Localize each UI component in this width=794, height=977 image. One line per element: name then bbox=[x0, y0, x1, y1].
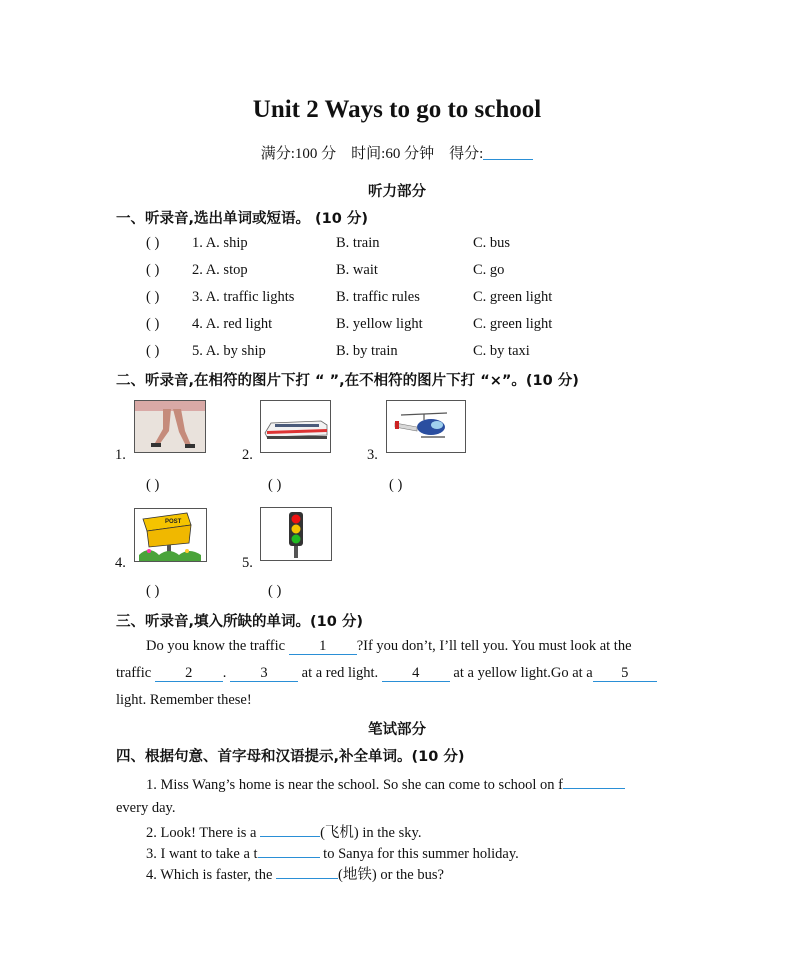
answer-paren[interactable]: ( ) bbox=[146, 289, 160, 305]
answer-paren[interactable]: ( ) bbox=[146, 583, 160, 599]
option-b: B. yellow light bbox=[336, 316, 423, 332]
picture-number: 4. bbox=[115, 555, 126, 571]
page-title: Unit 2 Ways to go to school bbox=[252, 96, 542, 123]
blank-2[interactable]: 2 bbox=[155, 666, 223, 682]
question-1-cont: every day. bbox=[116, 800, 176, 816]
svg-text:POST: POST bbox=[165, 519, 182, 525]
passage-line-2: traffic 2 . 3 at a red light. 4 at a yellow light.Go at a 5 bbox=[116, 665, 657, 682]
train-image bbox=[260, 400, 331, 453]
section2-heading: 二、听录音,在相符的图片下打 “ ”,在不相符的图片下打 “×”。(10 分) bbox=[116, 373, 579, 389]
helicopter-image bbox=[386, 400, 466, 453]
answer-paren[interactable]: ( ) bbox=[389, 477, 403, 493]
post-box-image bbox=[134, 508, 207, 562]
score-label: 得分: bbox=[449, 146, 484, 162]
picture-number: 5. bbox=[242, 555, 253, 571]
picture-number: 2. bbox=[242, 447, 253, 463]
blank-4[interactable]: 4 bbox=[382, 666, 450, 682]
score-info bbox=[0, 142, 794, 163]
blank-1[interactable]: 1 bbox=[289, 639, 357, 655]
blank-3[interactable]: 3 bbox=[230, 666, 298, 682]
picture-number: 3. bbox=[367, 447, 378, 463]
option-c: C. go bbox=[473, 262, 505, 278]
option-a: 5. A. by ship bbox=[192, 343, 266, 359]
passage-line-1: Do you know the traffic 1 ?If you don’t, I’ll tell you. You must look at the bbox=[146, 638, 632, 654]
section1-heading: 一、听录音,选出单词或短语。 (10 分) bbox=[116, 211, 369, 227]
answer-paren[interactable]: ( ) bbox=[268, 583, 282, 599]
answer-paren[interactable]: ( ) bbox=[146, 316, 160, 332]
answer-blank[interactable] bbox=[563, 773, 625, 789]
traffic-light-image bbox=[260, 507, 332, 561]
answer-blank[interactable] bbox=[276, 863, 338, 879]
full-score: 满分:100 分 bbox=[260, 146, 337, 162]
answer-paren[interactable]: ( ) bbox=[268, 477, 282, 493]
walking-legs-image bbox=[134, 400, 206, 453]
option-c: C. bus bbox=[473, 235, 511, 251]
option-c: C. green light bbox=[473, 289, 553, 305]
listening-header: 听力部分 bbox=[368, 184, 426, 200]
option-a: 1. A. ship bbox=[192, 235, 248, 251]
picture-number: 1. bbox=[115, 447, 126, 463]
question-4: 4. Which is faster, the (地铁) or the bus? bbox=[146, 863, 444, 884]
answer-blank[interactable] bbox=[260, 821, 320, 837]
time-limit: 时间:60 分钟 bbox=[351, 146, 435, 162]
score-blank[interactable] bbox=[483, 145, 533, 160]
option-c: C. by taxi bbox=[473, 343, 530, 359]
option-b: B. traffic rules bbox=[336, 289, 420, 305]
option-a: 2. A. stop bbox=[192, 262, 248, 278]
section3-heading: 三、听录音,填入所缺的单词。(10 分) bbox=[116, 614, 363, 630]
option-b: B. train bbox=[336, 235, 380, 251]
answer-paren[interactable]: ( ) bbox=[146, 262, 160, 278]
answer-blank[interactable] bbox=[258, 842, 320, 858]
blank-5[interactable]: 5 bbox=[593, 666, 657, 682]
answer-paren[interactable]: ( ) bbox=[146, 343, 160, 359]
option-c: C. green light bbox=[473, 316, 553, 332]
written-header: 笔试部分 bbox=[368, 722, 426, 738]
question-2: 2. Look! There is a (飞机) in the sky. bbox=[146, 821, 421, 842]
section4-heading: 四、根据句意、首字母和汉语提示,补全单词。(10 分) bbox=[116, 749, 465, 765]
passage-line-3: light. Remember these! bbox=[116, 692, 252, 708]
option-a: 4. A. red light bbox=[192, 316, 273, 332]
answer-paren[interactable]: ( ) bbox=[146, 235, 160, 251]
option-b: B. wait bbox=[336, 262, 378, 278]
answer-paren[interactable]: ( ) bbox=[146, 477, 160, 493]
option-b: B. by train bbox=[336, 343, 398, 359]
question-1: 1. Miss Wang’s home is near the school. So she can come to school on f bbox=[146, 773, 625, 794]
question-3: 3. I want to take a t to Sanya for this summer holiday. bbox=[146, 842, 519, 863]
option-a: 3. A. traffic lights bbox=[192, 289, 295, 305]
